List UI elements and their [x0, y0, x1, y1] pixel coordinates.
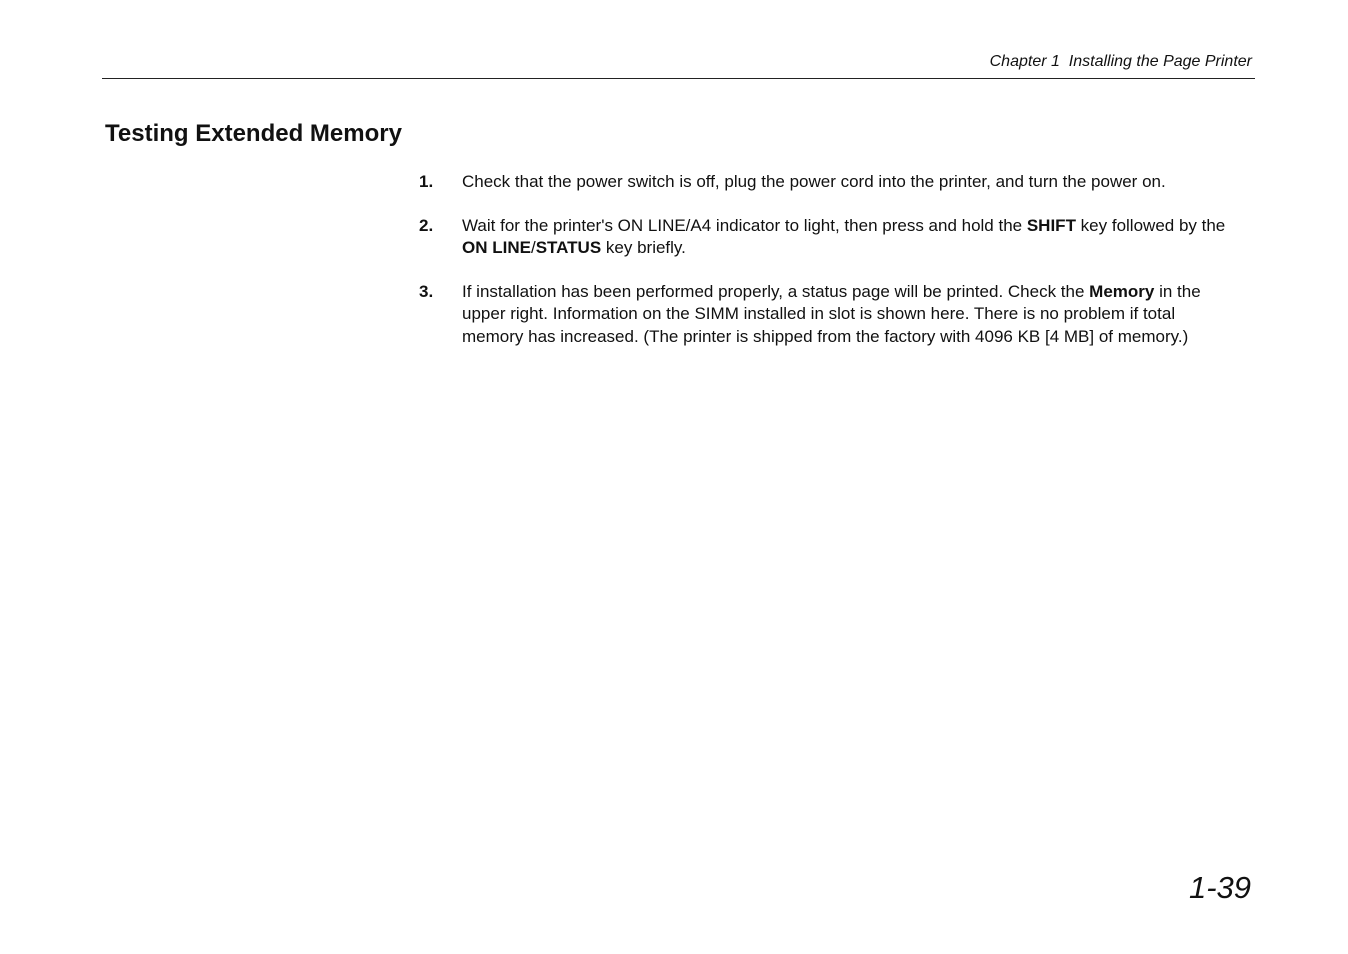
- memory-label: Memory: [1089, 281, 1155, 301]
- procedure-steps: [419, 171, 1241, 369]
- step-text-part: in the upper right. Information on the SIMM installed in slot is shown here. There is no problem if total memory has increased. (The printer is shipped from the factory with 4096 KB [4 MB] of memory.): [462, 281, 1201, 346]
- step-item: [419, 281, 1241, 349]
- step-text-part: If installation has been performed properly, a status page will be printed. Check the: [462, 281, 1090, 301]
- step-item: [419, 215, 1241, 260]
- step-text: Check that the power switch is off, plug the power cord into the printer, and turn the power on.: [462, 172, 1166, 191]
- step-text-part: key followed by the: [1075, 215, 1226, 235]
- shift-key-label: SHIFT: [1026, 215, 1076, 235]
- step-text-part: Wait for the printer's ON LINE/A4 indicator to light, then press and hold the: [462, 215, 1027, 235]
- status-key-label: STATUS: [535, 238, 602, 257]
- step-text: [462, 216, 1225, 258]
- section-title: Testing Extended Memory: [105, 120, 402, 147]
- step-text-part: key briefly.: [601, 238, 686, 257]
- page-number: 1-39: [1188, 870, 1251, 905]
- running-header: Chapter 1 Installing the Page Printer: [989, 53, 1252, 70]
- step-number: 2.: [419, 215, 434, 235]
- step-item: [419, 171, 1241, 194]
- step-text: [462, 282, 1201, 346]
- header-divider: [102, 78, 1255, 79]
- online-key-label: ON LINE: [462, 238, 531, 257]
- step-number: 3.: [419, 281, 434, 301]
- key-separator: /: [530, 238, 536, 257]
- step-number: 1.: [419, 172, 434, 191]
